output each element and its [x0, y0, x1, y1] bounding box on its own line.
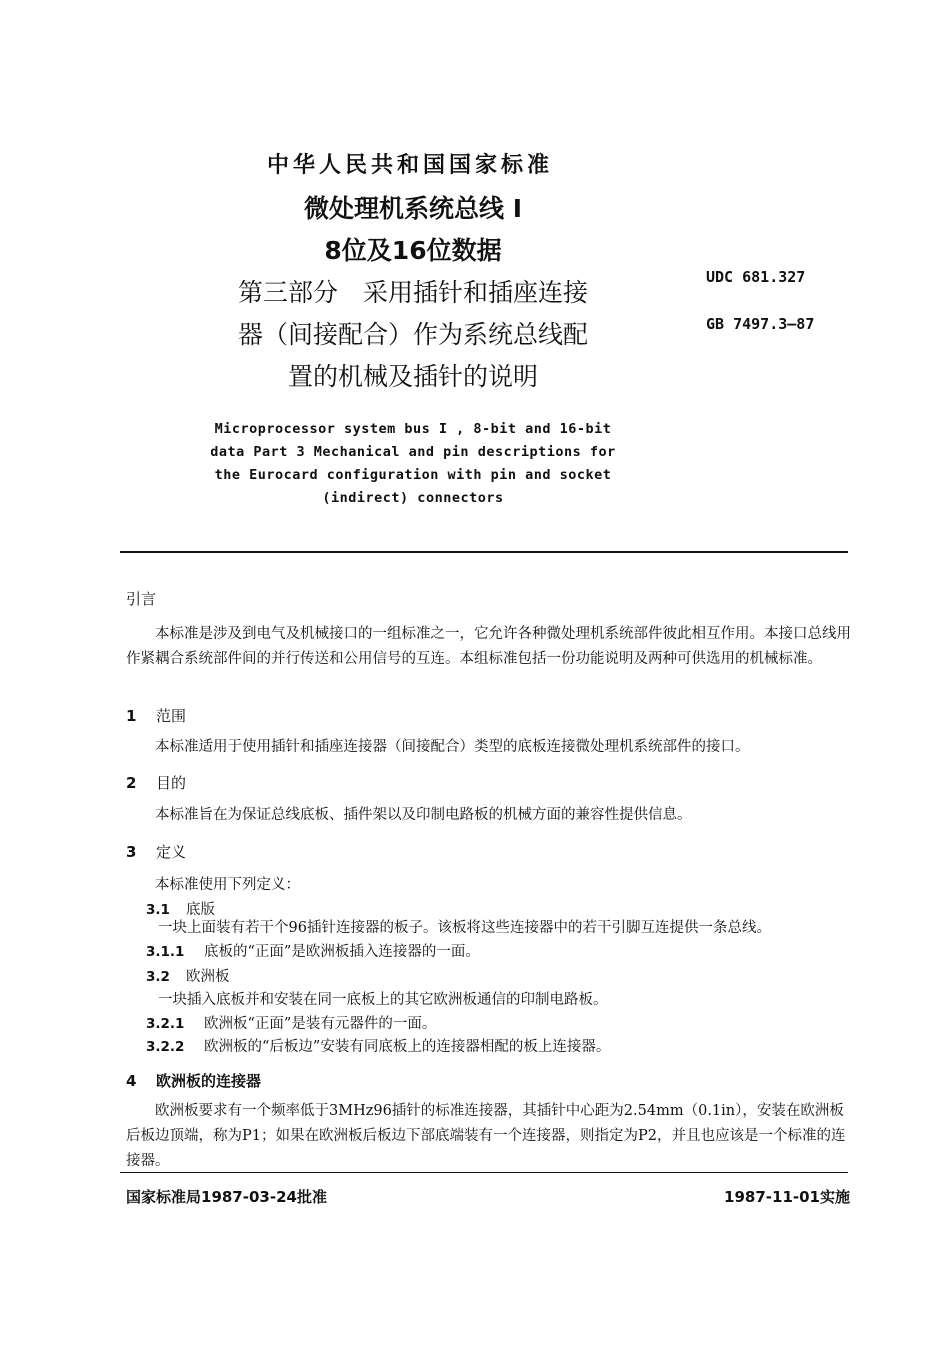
english-title-line: data Part 3 Mechanical and pin descriptions for: [210, 444, 616, 460]
section-2-text: 本标准旨在为保证总线底板、插件架以及印制电路板的机械方面的兼容性提供信息。: [155, 807, 692, 823]
section-text: 欧洲板“正面”是装有元器件的一面。: [204, 1016, 437, 1032]
section-number: 4: [126, 1072, 137, 1090]
section-title: 欧洲板的连接器: [156, 1072, 262, 1090]
section-3-2-1: [146, 1012, 436, 1033]
header-divider: [120, 551, 848, 553]
section-3-1-text: 一块上面装有若干个96插针连接器的板子。该板将这些连接器中的若干引脚互连提供一条总线。: [158, 920, 771, 936]
section-text: 欧洲板的“后板边”安装有同底板上的连接器相配的板上连接器。: [204, 1039, 611, 1055]
title-line: 器（间接配合）作为系统总线配: [237, 320, 588, 349]
section-title: 底版: [186, 902, 215, 918]
section-3-heading: [126, 841, 186, 862]
section-title: 欧洲板: [186, 969, 230, 985]
national-standard-label: 中华人民共和国国家标准: [266, 153, 553, 178]
section-number: 3: [126, 843, 137, 861]
implementation-date: 1987-11-01实施: [724, 1188, 850, 1206]
section-number: 3.2.2: [146, 1039, 185, 1055]
title-line: 第三部分 采用插针和插座连接: [237, 278, 588, 307]
title-line: 置的机械及插针的说明: [287, 362, 538, 391]
section-3-2-text: 一块插入底板并和安装在同一底板上的其它欧洲板通信的印制电路板。: [158, 992, 608, 1008]
title-line: 微处理机系统总线 I: [303, 194, 522, 223]
section-title: 定义: [156, 843, 187, 861]
section-4-heading: [126, 1070, 261, 1091]
section-number: 2: [126, 774, 137, 792]
section-number: 3.2: [146, 969, 170, 985]
approval-date: 国家标准局1987-03-24批准: [126, 1188, 327, 1206]
section-1-heading: [126, 705, 186, 726]
section-3-1-1: [146, 940, 480, 961]
section-text: 底板的“正面”是欧洲板插入连接器的一面。: [204, 944, 480, 960]
udc-code: UDC 681.327: [706, 268, 806, 286]
section-3-2-2: [146, 1035, 610, 1056]
section-1-text: 本标准适用于使用插针和插座连接器（间接配合）类型的底板连接微处理机系统部件的接口。: [155, 739, 750, 755]
section-3-text: 本标准使用下列定义：: [155, 877, 300, 893]
section-number: 3.2.1: [146, 1016, 185, 1032]
gb-code: GB 7497.3—87: [706, 315, 815, 333]
intro-heading: 引言: [126, 590, 157, 608]
section-number: 3.1: [146, 902, 170, 918]
title-line: 8位及16位数据: [324, 236, 502, 265]
intro-paragraph: 本标准是涉及到电气及机械接口的一组标准之一，它允许各种微处理机系统部件彼此相互作用。本接口总线用作紧耦合系统部件间的并行传送和公用信号的互连。本组标准包括一份功能说明及两种可供选用的机械标准。: [126, 626, 851, 667]
section-title: 范围: [156, 707, 187, 725]
english-title-line: (indirect) connectors: [322, 490, 504, 506]
english-title-line: the Eurocard configuration with pin and socket: [214, 467, 612, 483]
english-title: [198, 418, 628, 510]
chinese-title: [198, 188, 628, 398]
section-2-heading: [126, 772, 186, 793]
english-title-line: Microprocessor system bus I , 8-bit and 16-bit: [214, 421, 612, 437]
section-title: 目的: [156, 774, 187, 792]
footer-divider: [120, 1172, 848, 1173]
section-number: 3.1.1: [146, 944, 185, 960]
section-3-2-heading: [146, 965, 230, 986]
section-4-text: 欧洲板要求有一个频率低于3MHz96插针的标准连接器，其插针中心距为2.54mm（0.1in），安装在欧洲板后板边顶端，称为P1；如果在欧洲板后板边下部底端装有一个连接器，则指定为P2，并且也应该是一个标准的连接器。: [126, 1103, 846, 1169]
section-number: 1: [126, 707, 137, 725]
